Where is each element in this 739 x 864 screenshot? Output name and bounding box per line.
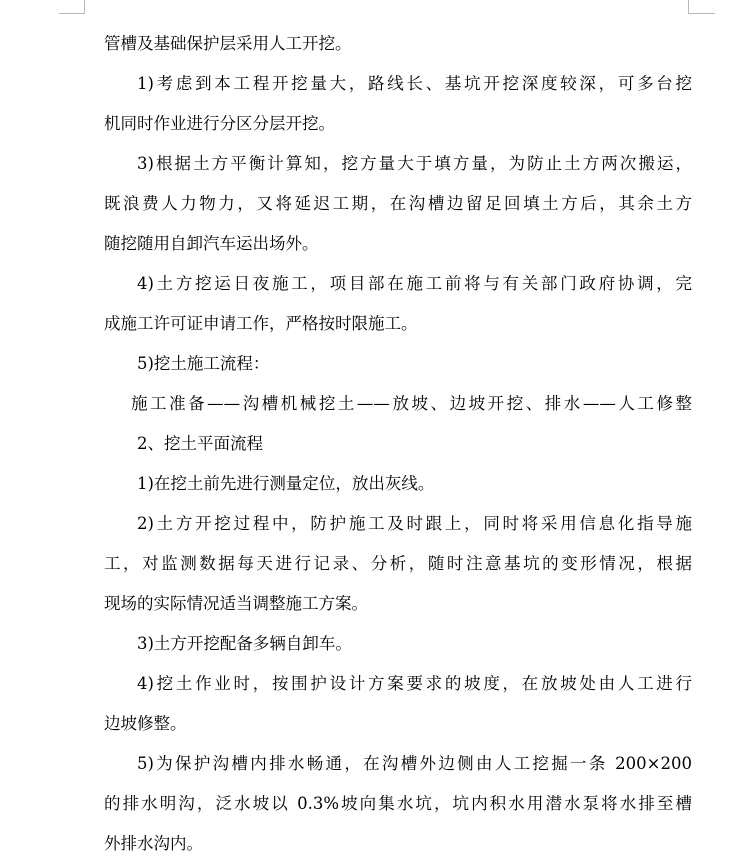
text-line: 随挖随用自卸汽车运出场外。 <box>104 234 319 253</box>
text-line: 工，对监测数据每天进行记录、分析，随时注意基坑的变形情况，根据 <box>104 554 692 573</box>
text-line: 1)考虑到本工程开挖量大，路线长、基坑开挖深度较深，可多台挖 <box>137 74 692 93</box>
text-line: 5)为保护沟槽内排水畅通，在沟槽外边侧由人工挖掘一条 200×200 <box>137 754 692 773</box>
section-heading: 2、挖土平面流程 <box>137 434 263 453</box>
crop-mark-top-right <box>688 0 689 14</box>
text-line: 施工准备——沟槽机械挖土——放坡、边坡开挖、排水——人工修整 <box>131 394 692 413</box>
text-line: 现场的实际情况适当调整施工方案。 <box>104 594 368 613</box>
text-line: 管槽及基础保护层采用人工开挖。 <box>104 34 352 53</box>
text-line: 4)挖土作业时，按围护设计方案要求的坡度，在放坡处由人工进行 <box>137 674 692 693</box>
text-line: 的排水明沟，泛水坡以 0.3%坡向集水坑，坑内积水用潜水泵将水排至槽 <box>104 794 692 813</box>
text-line: 机同时作业进行分区分层开挖。 <box>104 114 335 133</box>
crop-mark-top-left <box>84 0 85 14</box>
text-line: 外排水沟内。 <box>104 834 203 853</box>
text-line: 2)土方开挖过程中，防护施工及时跟上，同时将采用信息化指导施 <box>137 514 692 533</box>
text-line: 成施工许可证申请工作，严格按时限施工。 <box>104 314 418 333</box>
document-body <box>104 24 692 864</box>
text-line: 3)根据土方平衡计算知，挖方量大于填方量，为防止土方两次搬运， <box>137 154 692 173</box>
text-line: 5)挖土施工流程： <box>137 354 270 373</box>
text-line: 4)土方挖运日夜施工，项目部在施工前将与有关部门政府协调，完 <box>137 274 692 293</box>
text-line: 边坡修整。 <box>104 714 187 733</box>
text-line: 3)土方开挖配备多辆自卸车。 <box>137 634 352 653</box>
text-line: 既浪费人力物力，又将延迟工期，在沟槽边留足回填土方后，其余土方 <box>104 194 692 213</box>
text-line: 1)在挖土前先进行测量定位，放出灰线。 <box>137 474 435 493</box>
